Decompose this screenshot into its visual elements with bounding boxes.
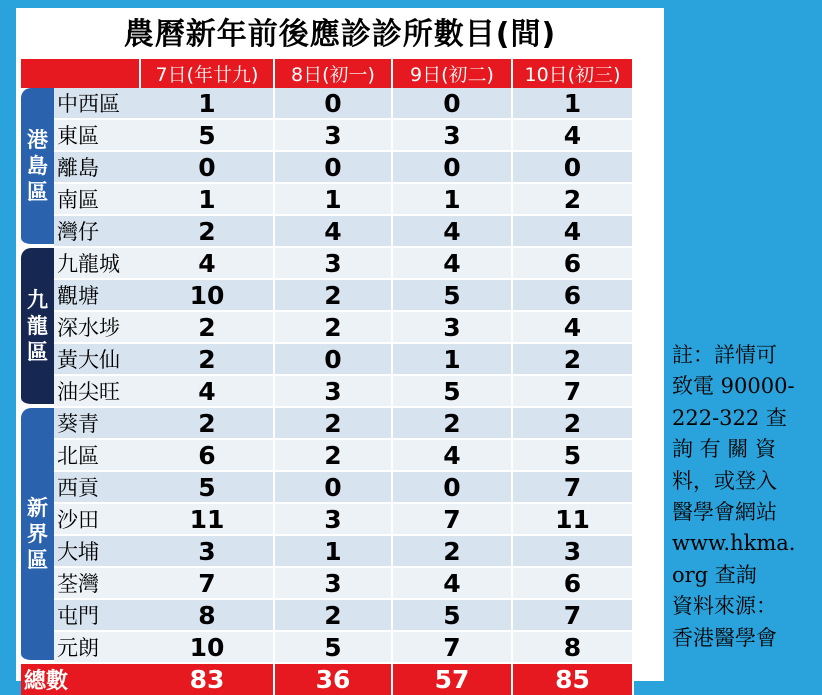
clinic-count-cell: 5 — [141, 472, 275, 504]
clinic-count-cell: 5 — [393, 600, 513, 632]
district-name: 沙田 — [54, 504, 141, 536]
region-label-char: 島 — [27, 154, 48, 178]
total-value: 85 — [513, 664, 634, 695]
clinic-count-cell: 0 — [275, 152, 393, 184]
clinic-count-cell: 2 — [275, 600, 393, 632]
district-name: 荃灣 — [54, 568, 141, 600]
table-row — [21, 216, 634, 248]
clinic-count-cell: 2 — [141, 312, 275, 344]
clinic-count-cell: 6 — [513, 248, 634, 280]
table-title: 農曆新年前後應診診所數目(間) — [123, 17, 557, 52]
clinic-count-cell: 11 — [513, 504, 634, 536]
clinic-count-cell: 7 — [513, 376, 634, 408]
clinic-count-cell: 0 — [275, 472, 393, 504]
district-name: 油尖旺 — [54, 376, 141, 408]
district-name: 西貢 — [54, 472, 141, 504]
region-label — [21, 88, 54, 248]
clinic-count-cell: 1 — [513, 88, 634, 120]
table-card — [16, 8, 664, 694]
clinic-count-cell: 6 — [513, 568, 634, 600]
table-row — [21, 568, 634, 600]
clinic-count-cell: 11 — [141, 504, 275, 536]
region-label-char: 九 — [27, 288, 48, 312]
clinic-count-cell: 5 — [513, 440, 634, 472]
clinic-count-cell: 0 — [141, 152, 275, 184]
region-label-char: 新 — [27, 496, 48, 520]
header-corner — [21, 59, 141, 88]
district-name: 灣仔 — [54, 216, 141, 248]
note-line: 醫學會網站 — [672, 499, 777, 524]
table-row — [21, 504, 634, 536]
note-line: 料，或登入 — [672, 468, 777, 493]
district-name: 深水埗 — [54, 312, 141, 344]
region-label — [21, 408, 54, 664]
district-name: 屯門 — [54, 600, 141, 632]
clinic-count-cell: 1 — [393, 184, 513, 216]
note-line: 資料來源： — [672, 594, 777, 619]
clinic-count-cell: 0 — [275, 88, 393, 120]
clinic-count-cell: 0 — [393, 88, 513, 120]
district-name: 九龍城 — [54, 248, 141, 280]
district-name: 觀塘 — [54, 280, 141, 312]
total-row — [21, 664, 634, 695]
region-label-char: 港 — [27, 128, 48, 152]
table-row — [21, 632, 634, 664]
clinic-count-cell: 3 — [275, 568, 393, 600]
clinic-count-cell: 2 — [141, 344, 275, 376]
clinic-count-cell: 2 — [141, 408, 275, 440]
clinic-count-cell: 8 — [513, 632, 634, 664]
clinic-count-cell: 0 — [275, 344, 393, 376]
clinic-count-cell: 2 — [393, 408, 513, 440]
table-row — [21, 408, 634, 440]
clinic-count-cell: 2 — [275, 440, 393, 472]
region-label-char: 區 — [27, 340, 48, 364]
clinic-count-cell: 2 — [513, 344, 634, 376]
clinic-count-cell: 4 — [513, 312, 634, 344]
district-name: 東區 — [54, 120, 141, 152]
clinic-count-cell: 10 — [141, 280, 275, 312]
clinic-count-cell: 7 — [393, 632, 513, 664]
clinic-count-cell: 4 — [513, 120, 634, 152]
clinic-count-cell: 3 — [275, 248, 393, 280]
region-label-char: 區 — [27, 548, 48, 572]
clinic-count-cell: 5 — [393, 280, 513, 312]
clinic-count-cell: 0 — [393, 472, 513, 504]
clinic-count-cell: 4 — [513, 216, 634, 248]
region-label-char: 龍 — [27, 314, 48, 338]
clinic-count-cell: 3 — [141, 536, 275, 568]
note-line: www.hkma. — [672, 531, 796, 556]
district-name: 黃大仙 — [54, 344, 141, 376]
clinic-count-cell: 4 — [275, 216, 393, 248]
column-header: 8日(初一) — [275, 59, 393, 88]
footnote — [672, 340, 818, 654]
clinic-count-cell: 3 — [275, 376, 393, 408]
table-row — [21, 248, 634, 280]
note-line: 222-322 查 — [672, 405, 787, 430]
clinic-count-cell: 10 — [141, 632, 275, 664]
clinic-count-cell: 7 — [513, 472, 634, 504]
clinic-count-cell: 1 — [141, 184, 275, 216]
clinic-count-cell: 2 — [513, 184, 634, 216]
total-value: 57 — [393, 664, 513, 695]
clinic-count-cell: 2 — [513, 408, 634, 440]
column-header: 7日(年廿九) — [141, 59, 275, 88]
note-line: 詢 有 關 資 — [672, 437, 777, 462]
district-name: 大埔 — [54, 536, 141, 568]
note-line: org 查詢 — [672, 562, 757, 587]
clinic-count-cell: 4 — [141, 248, 275, 280]
clinic-count-cell: 6 — [513, 280, 634, 312]
note-line: 致電 90000- — [672, 374, 795, 399]
clinic-count-cell: 4 — [393, 216, 513, 248]
clinic-count-cell: 0 — [393, 152, 513, 184]
table-row — [21, 344, 634, 376]
clinic-count-cell: 8 — [141, 600, 275, 632]
clinic-count-cell: 2 — [275, 312, 393, 344]
clinic-count-cell: 4 — [393, 568, 513, 600]
clinic-count-cell: 3 — [275, 120, 393, 152]
total-value: 36 — [275, 664, 393, 695]
column-header: 9日(初二) — [393, 59, 513, 88]
table-row — [21, 152, 634, 184]
total-label: 總數 — [21, 664, 141, 695]
table-row — [21, 280, 634, 312]
district-name: 葵青 — [54, 408, 141, 440]
column-header: 10日(初三) — [513, 59, 634, 88]
clinic-count-cell: 4 — [141, 376, 275, 408]
table-row — [21, 440, 634, 472]
clinic-count-cell: 5 — [275, 632, 393, 664]
clinic-count-cell: 1 — [393, 344, 513, 376]
header-row — [21, 59, 634, 88]
note-line: 註：詳情可 — [672, 343, 777, 367]
clinic-count-cell: 6 — [141, 440, 275, 472]
table-row — [21, 312, 634, 344]
clinic-count-cell: 7 — [393, 504, 513, 536]
district-name: 離島 — [54, 152, 141, 184]
table-row — [21, 536, 634, 568]
note-line: 香港醫學會 — [672, 625, 777, 650]
clinic-count-cell: 3 — [275, 504, 393, 536]
table-row — [21, 120, 634, 152]
clinic-count-cell: 2 — [275, 408, 393, 440]
table-row — [21, 376, 634, 408]
total-value: 83 — [141, 664, 275, 695]
clinic-count-cell: 7 — [513, 600, 634, 632]
clinic-count-cell: 3 — [393, 312, 513, 344]
district-name: 元朗 — [54, 632, 141, 664]
table-row — [21, 472, 634, 504]
clinic-count-cell: 5 — [393, 376, 513, 408]
clinic-count-cell: 7 — [141, 568, 275, 600]
clinic-count-cell: 1 — [275, 184, 393, 216]
clinic-count-cell: 5 — [141, 120, 275, 152]
clinic-count-cell: 1 — [275, 536, 393, 568]
region-label-char: 界 — [27, 522, 48, 546]
district-name: 北區 — [54, 440, 141, 472]
clinic-count-cell: 2 — [141, 216, 275, 248]
table-row — [21, 184, 634, 216]
clinic-count-cell: 0 — [513, 152, 634, 184]
clinic-count-cell: 4 — [393, 440, 513, 472]
region-label-char: 區 — [27, 180, 48, 204]
clinic-count-table — [21, 59, 634, 695]
clinic-count-cell: 1 — [141, 88, 275, 120]
table-row — [21, 88, 634, 120]
region-label — [21, 248, 54, 408]
clinic-count-cell: 2 — [393, 536, 513, 568]
clinic-count-cell: 4 — [393, 248, 513, 280]
clinic-count-cell: 3 — [513, 536, 634, 568]
district-name: 中西區 — [54, 88, 141, 120]
table-row — [21, 600, 634, 632]
clinic-count-cell: 3 — [393, 120, 513, 152]
clinic-count-cell: 2 — [275, 280, 393, 312]
district-name: 南區 — [54, 184, 141, 216]
